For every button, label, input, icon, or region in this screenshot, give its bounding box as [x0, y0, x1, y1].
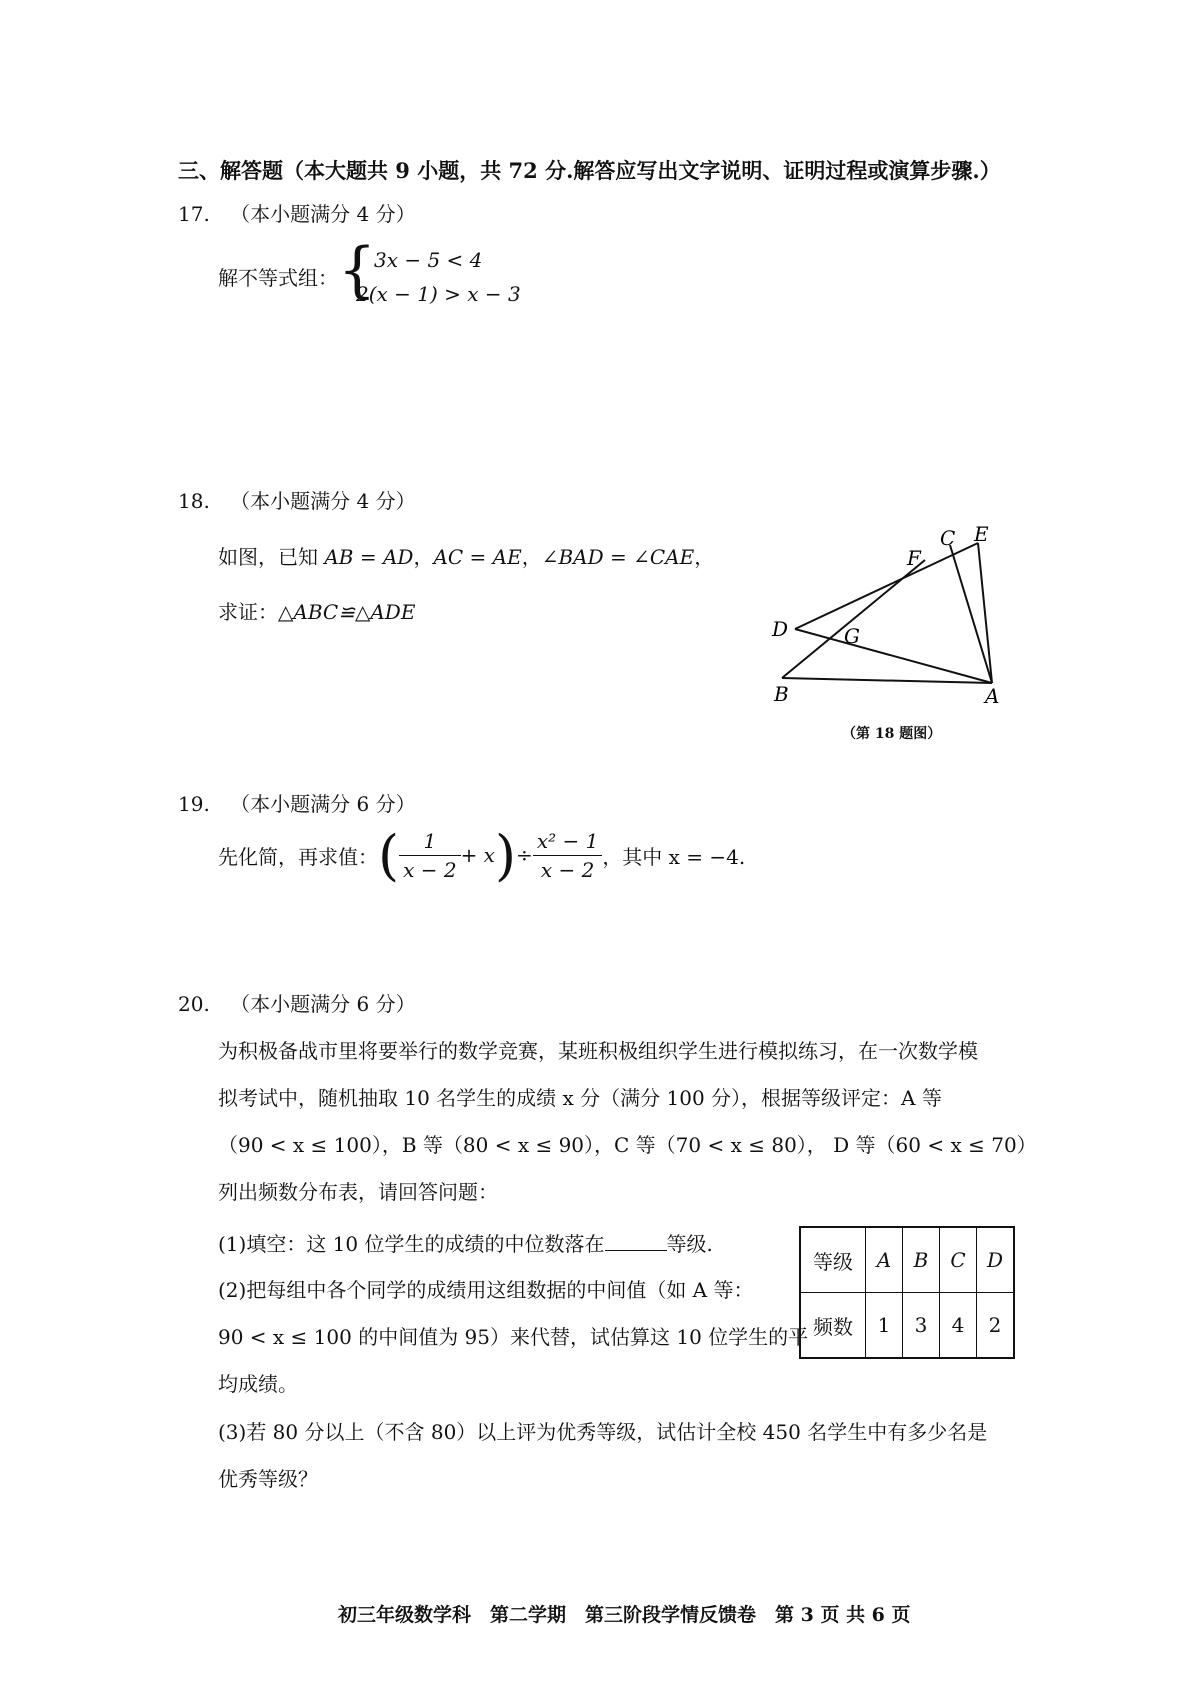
q20-paragraph-line-2: 拟考试中，随机抽取 10 名学生的成绩 x 分（满分 100 分），根据等级评定：A 等	[218, 1086, 942, 1110]
fraction-1-numerator: 1	[399, 829, 460, 856]
q18-prefix: 如图，已知	[218, 545, 325, 569]
q20-paragraph-line-4: 列出频数分布表，请回答问题：	[218, 1180, 498, 1204]
table-row-counts	[800, 1293, 1014, 1359]
q18-cond-ab-ad: AB = AD	[324, 545, 414, 569]
q19-prompt: 先化简，再求值：	[218, 844, 378, 869]
q20-s1-tail: 等级.	[666, 1232, 713, 1256]
label-g: G	[844, 624, 860, 648]
system-brace: {	[338, 235, 377, 305]
table-cell-grade: D	[977, 1227, 1015, 1293]
q18-prove-line	[218, 596, 415, 625]
label-c: C	[940, 526, 956, 550]
label-a: A	[985, 684, 1000, 708]
q18-sep: ，	[521, 545, 542, 569]
frequency-table	[799, 1226, 1015, 1359]
q20-s1-text: (1)填空：这 10 位学生的成绩的中位数落在	[218, 1232, 605, 1256]
fraction-1-denominator: x − 2	[403, 857, 457, 882]
q18-prove-statement: △ABC≌△ADE	[278, 600, 416, 624]
divide-sign: ÷	[516, 843, 533, 867]
table-cell-count: 4	[940, 1293, 977, 1359]
segment-de	[795, 543, 978, 629]
q17-inequality-2: 2(x − 1) > x − 3	[356, 282, 521, 306]
q17-number: 17.	[178, 202, 210, 226]
right-paren: )	[494, 823, 517, 887]
q20-subquestion-2c: 均成绩。	[218, 1372, 298, 1396]
q20-subquestion-2a: (2)把每组中各个同学的成绩用这组数据的中间值（如 A 等：	[218, 1278, 754, 1302]
q18-sep: ，	[694, 545, 715, 569]
left-paren: (	[378, 823, 400, 887]
q20-subquestion-1	[218, 1228, 713, 1257]
table-cell-count: 3	[903, 1293, 940, 1359]
q18-cond-angles: ∠BAD = ∠CAE	[541, 545, 695, 569]
table-row-grades	[800, 1227, 1014, 1293]
q19-tail: ，其中 x = −4.	[602, 844, 746, 869]
q20-paragraph-line-1: 为积极备战市里将要举行的数学竞赛，某班积极组织学生进行模拟练习，在一次数学模	[218, 1039, 978, 1063]
label-f: F	[907, 546, 921, 570]
section-title: 三、解答题（本大题共 9 小题，共 72 分.解答应写出文字说明、证明过程或演算步骤.）	[178, 158, 1001, 183]
table-cell-count: 1	[866, 1293, 903, 1359]
label-e: E	[974, 522, 989, 546]
q20-score: （本小题满分 6 分）	[230, 992, 416, 1016]
table-header-frequency: 频数	[800, 1293, 866, 1359]
table-cell-grade: C	[940, 1227, 977, 1293]
table-cell-count: 2	[977, 1293, 1015, 1359]
q18-condition-line	[218, 541, 714, 570]
table-cell-grade: B	[903, 1227, 940, 1293]
q18-figure-caption: （第 18 题图）	[842, 726, 942, 742]
q17-inequality-1: 3x − 5 < 4	[374, 248, 483, 272]
segment-ba	[782, 678, 992, 683]
q17-header	[178, 198, 416, 227]
label-d: D	[772, 617, 789, 641]
q17-score: （本小题满分 4 分）	[230, 202, 416, 226]
q18-cond-ac-ae: AC = AE	[433, 545, 522, 569]
q18-number: 18.	[178, 489, 210, 513]
q19-score: （本小题满分 6 分）	[230, 792, 416, 816]
q18-prove-label: 求证：	[218, 600, 278, 624]
fraction-2-numerator: x² − 1	[533, 829, 603, 856]
q20-subquestion-3a: (3)若 80 分以上（不含 80）以上评为优秀等级，试估计全校 450 名学生中有多少名是	[218, 1420, 988, 1444]
q18-header	[178, 485, 416, 514]
table-header-grade: 等级	[800, 1227, 866, 1293]
q20-subquestion-2b: 90 < x ≤ 100 的中间值为 95）来代替，试估算这 10 位学生的平	[218, 1325, 809, 1349]
segment-da	[795, 629, 992, 683]
q20-header	[178, 988, 416, 1017]
q20-number: 20.	[178, 992, 210, 1016]
q18-score: （本小题满分 4 分）	[230, 489, 416, 513]
fraction-1	[399, 829, 460, 882]
fraction-2	[533, 829, 603, 882]
plus-x: + x	[460, 843, 495, 867]
q19-number: 19.	[178, 792, 210, 816]
page-footer: 初三年级数学科 第二学期 第三阶段学情反馈卷 第 3 页 共 6 页	[338, 1604, 911, 1626]
q20-subquestion-3b: 优秀等级？	[218, 1467, 318, 1491]
q18-geometry-figure	[760, 515, 1020, 710]
answer-blank	[605, 1232, 667, 1251]
label-b: B	[774, 682, 789, 706]
q19-header	[178, 788, 416, 817]
fraction-2-denominator: x − 2	[540, 857, 595, 882]
table-cell-grade: A	[866, 1227, 903, 1293]
q18-sep: ，	[413, 545, 434, 569]
q19-expression	[218, 822, 745, 888]
q20-paragraph-line-3: （90 < x ≤ 100），B 等（80 < x ≤ 90），C 等（70 < x ≤ 80）， D 等（60 < x ≤ 70）	[218, 1133, 1037, 1157]
q17-prompt: 解不等式组：	[218, 266, 338, 290]
